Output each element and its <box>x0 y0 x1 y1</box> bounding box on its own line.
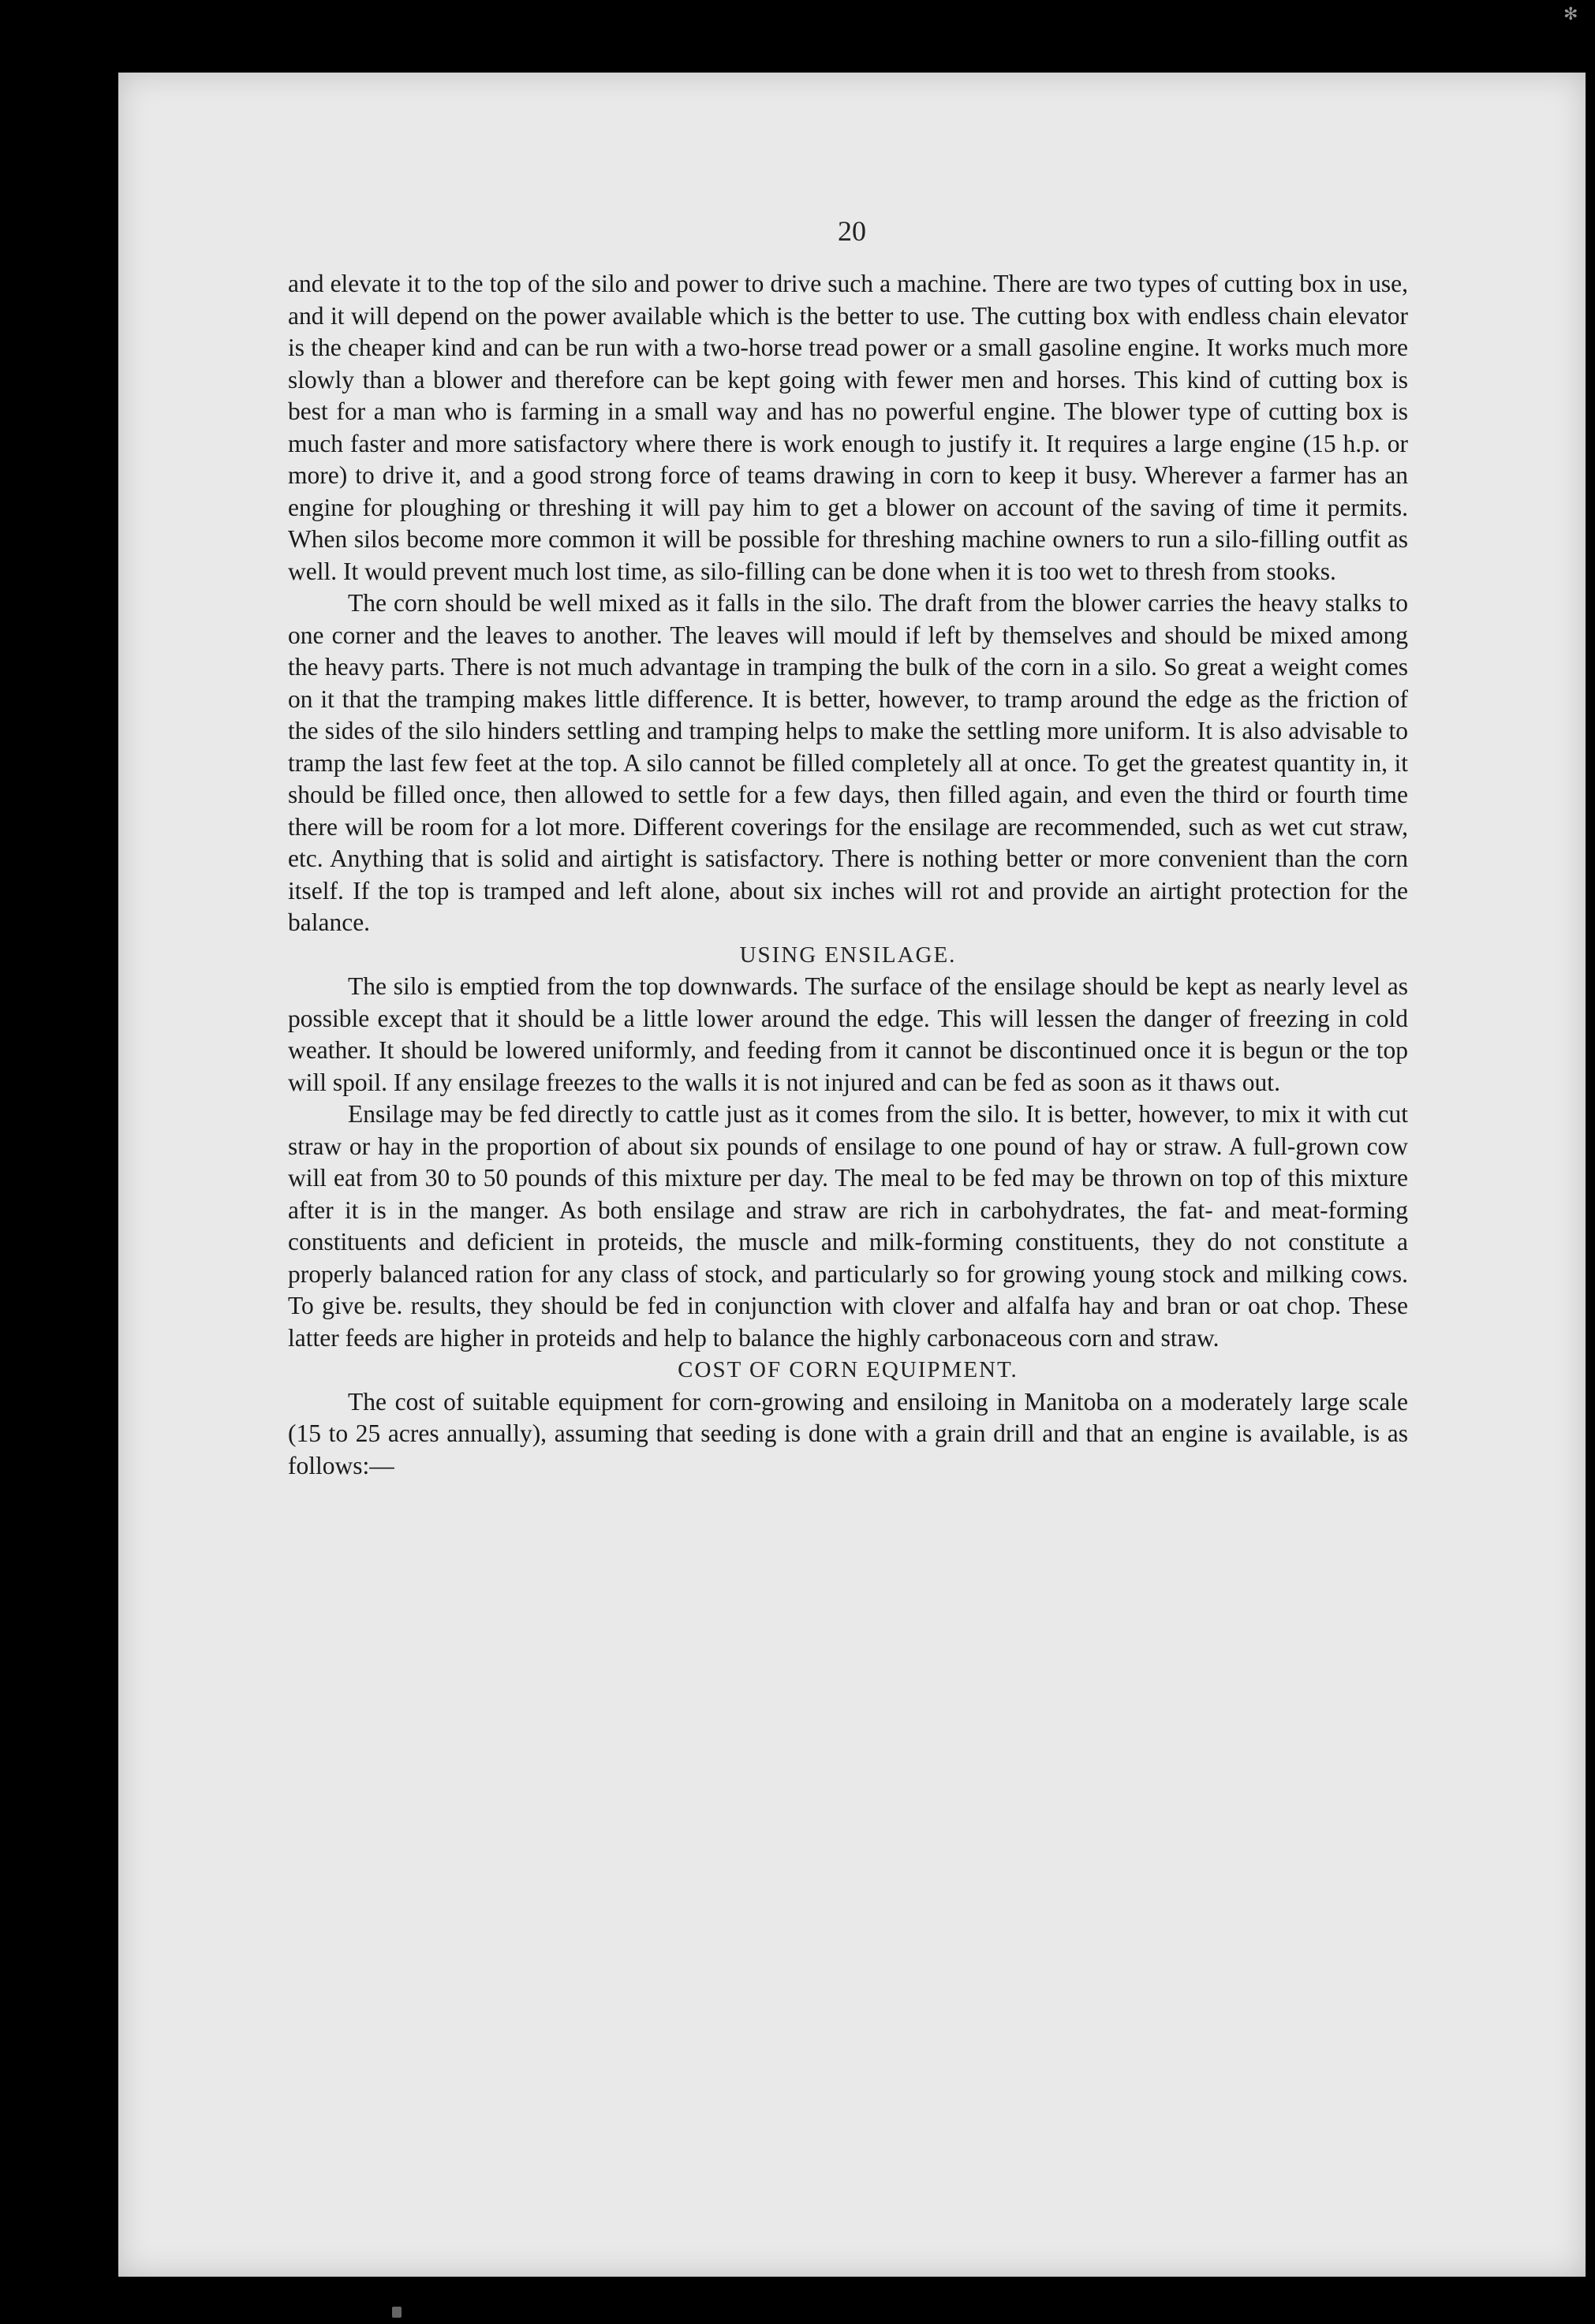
paragraph-cost-intro: The cost of suitable equipment for corn-growing and ensiloing in Manitoba on a moderately large scale (15 to 25 acres annually), assuming that seeding is done with a grain drill and that an engine is available, is as follows:— <box>288 1387 1408 1479</box>
paragraph-emptying-silo: The silo is emptied from the top downwards. The surface of the ensilage should be kept as nearly level as possible except that it should be a little lower around the edge. This will lessen the danger of freezing in cold weather. It should be lowered uniformly, and feeding from it cannot be discontinued once it is begun or the top will spoil. If any ensilage freezes to the walls it is not injured and can be fed as soon as it thaws out. <box>288 972 1408 1096</box>
page-number: 20 <box>838 215 866 247</box>
paragraph-mixing-corn: The corn should be well mixed as it falls in the silo. The draft from the blower carries the heavy stalks to one corner and the leaves to another. The leaves will mould if left by themselves and should be mixed among the heavy parts. There is not much advantage in tramping the bulk of the corn in a silo. So great a weight comes on it that the tramping makes little difference. It is better, however, to tramp around the edge as the friction of the sides of the silo hinders settling and tramping helps to make the settling more uniform. It is also advisable to tramp the last few feet at the top. A silo cannot be filled completely all at once. To get the greatest quantity in, it should be filled once, then allowed to settle for a few days, then filled again, and even the third or fourth time there will be room for a lot more. Different coverings for the ensilage are recommended, such as wet cut straw, etc. Anything that is solid and airtight is satisfactory. There is nothing better or more convenient than the corn itself. If the top is tramped and left alone, about six inches will rot and provide an airtight protection for the balance. <box>288 589 1408 936</box>
page-body <box>288 268 1408 1482</box>
paragraph-feeding-ensilage: Ensilage may be fed directly to cattle just as it comes from the silo. It is better, however, to mix it with cut straw or hay in the proportion of about six pounds of ensilage to one pound of hay or straw. A full-grown cow will eat from 30 to 50 pounds of this mixture per day. The meal to be fed may be thrown on top of this mixture after it is in the manger. As both ensilage and straw are rich in carbohydrates, the fat- and meat-forming constituents and deficient in proteids, the muscle and milk-forming constituents, they do not constitute a properly balanced ration for any class of stock, and particularly so for growing young stock and milking cows. To give be. results, they should be fed in conjunction with clover and alfalfa hay and bran or oat chop. These latter feeds are higher in proteids and help to balance the highly carbonaceous corn and straw. <box>288 1100 1408 1352</box>
scanned-page <box>118 73 1586 2277</box>
paragraph-cutting-box: and elevate it to the top of the silo and power to drive such a machine. There are two types of cutting box in use, and it will depend on the power available which is the better to use. The cutting box with endless chain elevator is the cheaper kind and can be run with a two-horse tread power or a small gasoline engine. It works much more slowly than a blower and therefore can be kept going with fewer men and horses. This kind of cutting box is best for a man who is farming in a small way and has no powerful engine. The blower type of cutting box is much faster and more satisfactory where there is work enough to justify it. It requires a large engine (15 h.p. or more) to drive it, and a good strong force of teams drawing in corn to keep it busy. Wherever a farmer has an engine for ploughing or threshing it will pay him to get a blower on account of the saving of time it permits. When silos become more common it will be possible for threshing machine owners to run a silo-filling outfit as well. It would prevent much lost time, as silo-filling can be done when it is too wet to thresh from stooks. <box>288 270 1408 585</box>
section-heading-using-ensilage: USING ENSILAGE. <box>739 942 957 968</box>
scan-artifact-mark-bottom <box>392 2307 402 2318</box>
scan-artifact-mark: ✻ <box>1563 5 1578 24</box>
section-heading-cost-of-corn-equipment: COST OF CORN EQUIPMENT. <box>678 1357 1018 1382</box>
